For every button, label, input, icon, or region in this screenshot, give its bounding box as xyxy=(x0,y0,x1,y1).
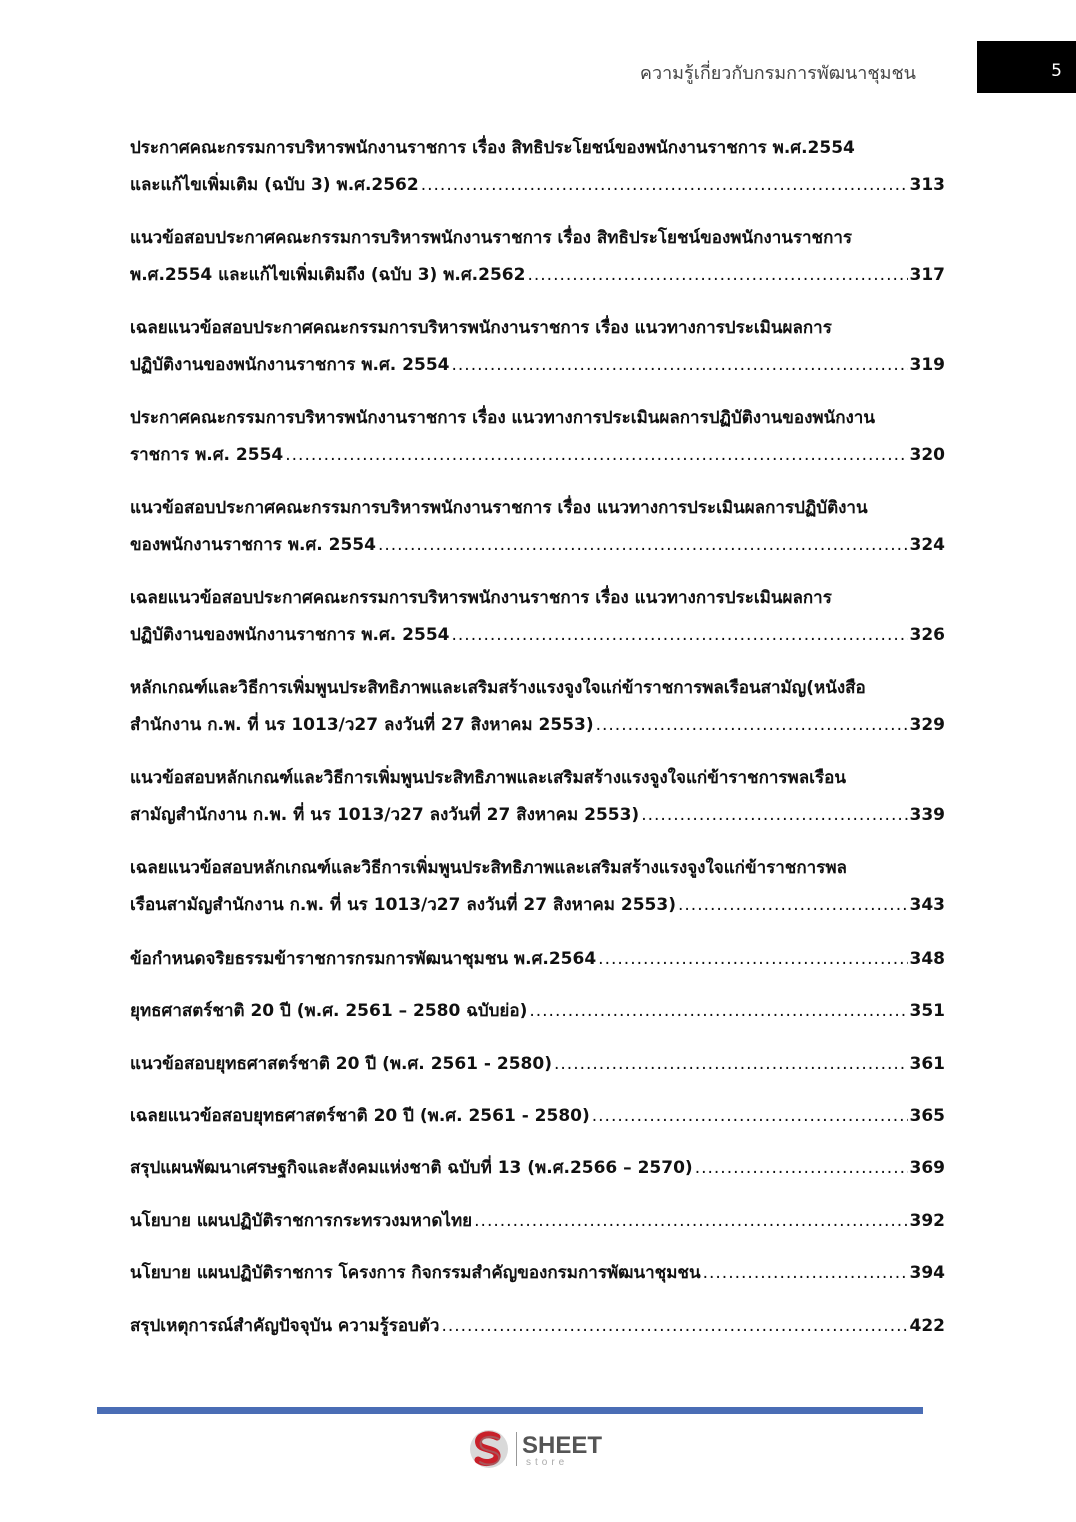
toc-page-number: 319 xyxy=(909,355,945,375)
toc-page-number: 348 xyxy=(909,949,945,969)
toc-entry-title: สรุปเหตุการณ์สำคัญปัจจุบัน ความรู้รอบตัว xyxy=(130,1316,440,1336)
toc-page-number: 329 xyxy=(909,715,945,735)
leader-dots xyxy=(451,617,907,654)
toc-entry-title: เฉลยแนวข้อสอบยุทธศาสตร์ชาติ 20 ปี (พ.ศ. 2561 - 2580) xyxy=(130,1106,590,1126)
toc-entry[interactable] xyxy=(130,1046,945,1083)
leader-dots xyxy=(529,993,907,1030)
toc-entry-title: ยุทธศาสตร์ชาติ 20 ปี (พ.ศ. 2561 – 2580 ฉบับย่อ) xyxy=(130,1001,528,1021)
toc-entry[interactable] xyxy=(130,1150,945,1187)
toc-entry[interactable] xyxy=(130,760,945,834)
leader-dots xyxy=(285,437,907,474)
toc-page-number: 392 xyxy=(909,1211,945,1231)
footer-bar xyxy=(97,1407,923,1414)
toc-entry-title-line1: เฉลยแนวข้อสอบประกาศคณะกรรมการบริหารพนักงานราชการ เรื่อง แนวทางการประเมินผลการ xyxy=(130,588,832,608)
leader-dots xyxy=(592,1098,908,1135)
toc-page-number: 343 xyxy=(909,895,945,915)
leader-dots xyxy=(554,1046,908,1083)
toc-entry-title-line1: แนวข้อสอบประกาศคณะกรรมการบริหารพนักงานราชการ เรื่อง สิทธิประโยชน์ของพนักงานราชการ xyxy=(130,228,853,248)
toc-page-number: 313 xyxy=(909,175,945,195)
leader-dots xyxy=(441,1308,907,1345)
toc-page-number: 369 xyxy=(909,1158,945,1178)
leader-dots xyxy=(451,347,907,384)
toc-entry-title-line2: ปฏิบัติงานของพนักงานราชการ พ.ศ. 2554 xyxy=(130,625,450,645)
logo-subtext: store xyxy=(526,1457,569,1468)
toc-page-number: 317 xyxy=(909,265,945,285)
toc-entry[interactable] xyxy=(130,1203,945,1240)
toc-page-number: 394 xyxy=(909,1263,945,1283)
toc-entry-title: นโยบาย แผนปฏิบัติราชการ โครงการ กิจกรรมสำคัญของกรมการพัฒนาชุมชน xyxy=(130,1263,701,1283)
toc-entry-title-line2: สามัญสำนักงาน ก.พ. ที่ นร 1013/ว27 ลงวันที่ 27 สิงหาคม 2553) xyxy=(130,805,640,825)
toc-entry-title-line2: เรือนสามัญสำนักงาน ก.พ. ที่ นร 1013/ว27 ลงวันที่ 27 สิงหาคม 2553) xyxy=(130,895,676,915)
logo-divider xyxy=(516,1432,517,1466)
toc-entry-title-line2: และแก้ไขเพิ่มเติม (ฉบับ 3) พ.ศ.2562 xyxy=(130,175,419,195)
toc-entry[interactable] xyxy=(130,220,945,294)
toc-page-number: 361 xyxy=(909,1054,945,1074)
leader-dots xyxy=(596,707,908,744)
toc-entry[interactable] xyxy=(130,1255,945,1292)
toc-entry-title-line1: เฉลยแนวข้อสอบประกาศคณะกรรมการบริหารพนักงานราชการ เรื่อง แนวทางการประเมินผลการ xyxy=(130,318,832,338)
toc-entry-title-line2: ปฏิบัติงานของพนักงานราชการ พ.ศ. 2554 xyxy=(130,355,450,375)
page-number-box xyxy=(977,41,1076,93)
toc-entry[interactable] xyxy=(130,1098,945,1135)
toc-entry[interactable] xyxy=(130,310,945,384)
sheet-store-logo xyxy=(466,1426,616,1474)
toc-page-number: 324 xyxy=(909,535,945,555)
toc-page-number: 351 xyxy=(909,1001,945,1021)
toc-entry-title-line2: ของพนักงานราชการ พ.ศ. 2554 xyxy=(130,535,376,555)
leader-dots xyxy=(421,167,908,204)
toc-page-number: 339 xyxy=(909,805,945,825)
toc-entry-title: นโยบาย แผนปฏิบัติราชการกระทรวงมหาดไทย xyxy=(130,1211,473,1231)
leader-dots xyxy=(703,1255,908,1292)
leader-dots xyxy=(678,887,908,924)
toc-entry-title-line1: ประกาศคณะกรรมการบริหารพนักงานราชการ เรื่อง แนวทางการประเมินผลการปฏิบัติงานของพนักงาน xyxy=(130,408,875,428)
toc-entry[interactable] xyxy=(130,993,945,1030)
toc-page-number: 326 xyxy=(909,625,945,645)
toc-page-number: 422 xyxy=(909,1316,945,1336)
toc-entry-title-line1: ประกาศคณะกรรมการบริหารพนักงานราชการ เรื่อง สิทธิประโยชน์ของพนักงานราชการ พ.ศ.2554 xyxy=(130,138,855,158)
toc-entry-title: แนวข้อสอบยุทธศาสตร์ชาติ 20 ปี (พ.ศ. 2561 - 2580) xyxy=(130,1054,552,1074)
toc-entry[interactable] xyxy=(130,850,945,924)
sheet-store-s-icon xyxy=(466,1426,512,1472)
toc-entry-title-line2: ราชการ พ.ศ. 2554 xyxy=(130,445,284,465)
leader-dots xyxy=(598,941,907,978)
toc-entry-title-line2: พ.ศ.2554 และแก้ไขเพิ่มเติมถึง (ฉบับ 3) พ.ศ.2562 xyxy=(130,265,526,285)
leader-dots xyxy=(695,1150,908,1187)
toc-entry-title: สรุปแผนพัฒนาเศรษฐกิจและสังคมแห่งชาติ ฉบับที่ 13 (พ.ศ.2566 – 2570) xyxy=(130,1158,693,1178)
toc-page-number: 320 xyxy=(909,445,945,465)
leader-dots xyxy=(527,257,907,294)
toc-entry-title: ข้อกำหนดจริยธรรมข้าราชการกรมการพัฒนาชุมชน พ.ศ.2564 xyxy=(130,949,597,969)
toc-entry-title-line1: แนวข้อสอบประกาศคณะกรรมการบริหารพนักงานราชการ เรื่อง แนวทางการประเมินผลการปฏิบัติงาน xyxy=(130,498,868,518)
toc-entry[interactable] xyxy=(130,130,945,204)
leader-dots xyxy=(641,797,907,834)
toc-entry-title-line1: แนวข้อสอบหลักเกณฑ์และวิธีการเพิ่มพูนประสิทธิภาพและเสริมสร้างแรงจูงใจแก่ข้าราชการพลเรือน xyxy=(130,768,846,788)
toc-entry[interactable] xyxy=(130,400,945,474)
leader-dots xyxy=(378,527,908,564)
toc-entry[interactable] xyxy=(130,670,945,744)
leader-dots xyxy=(474,1203,907,1240)
toc-page-number: 365 xyxy=(909,1106,945,1126)
page-number: 5 xyxy=(1051,61,1062,81)
logo-wordmark: SHEET xyxy=(522,1432,603,1459)
toc-entry[interactable] xyxy=(130,490,945,564)
toc-entry[interactable] xyxy=(130,1308,945,1345)
toc-entry-title-line2: สำนักงาน ก.พ. ที่ นร 1013/ว27 ลงวันที่ 27 สิงหาคม 2553) xyxy=(130,715,594,735)
toc-entry-title-line1: เฉลยแนวข้อสอบหลักเกณฑ์และวิธีการเพิ่มพูนประสิทธิภาพและเสริมสร้างแรงจูงใจแก่ข้าราชการพล xyxy=(130,858,847,878)
toc-entry[interactable] xyxy=(130,580,945,654)
toc-entry[interactable] xyxy=(130,941,945,978)
toc-entry-title-line1: หลักเกณฑ์และวิธีการเพิ่มพูนประสิทธิภาพและเสริมสร้างแรงจูงใจแก่ข้าราชการพลเรือนสามัญ(หนังสือ xyxy=(130,678,866,698)
running-header-title: ความรู้เกี่ยวกับกรมการพัฒนาชุมชน xyxy=(639,63,916,84)
